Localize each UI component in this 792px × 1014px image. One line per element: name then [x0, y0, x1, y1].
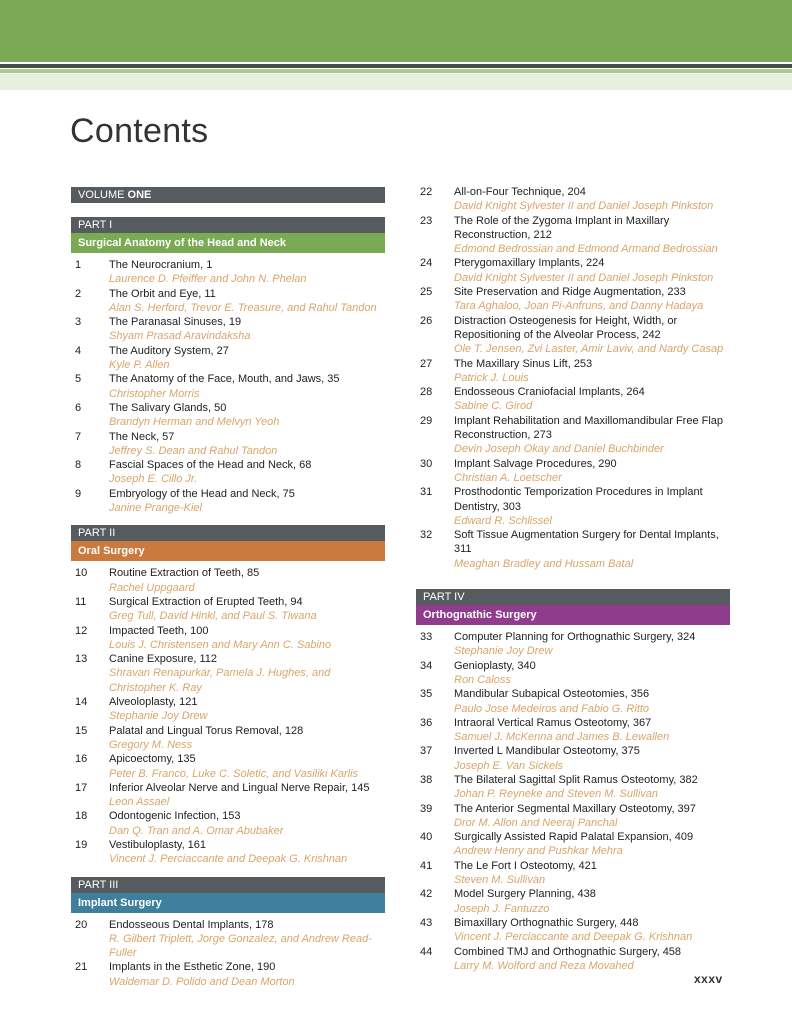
- toc-entry: [416, 214, 730, 257]
- part-label: PART IV: [416, 589, 730, 605]
- header-rule-light: [0, 74, 792, 90]
- toc-entry: [416, 485, 730, 528]
- chapter-title: The Le Fort I Osteotomy, 421: [454, 859, 597, 872]
- toc-entry: [71, 344, 385, 373]
- chapter-number: 10: [75, 567, 88, 580]
- chapter-title: Inferior Alveolar Nerve and Lingual Nerve Repair, 145: [109, 781, 370, 794]
- chapter-number: 9: [75, 487, 82, 500]
- chapter-title: Inverted L Mandibular Osteotomy, 375: [454, 745, 640, 758]
- chapter-title: Palatal and Lingual Torus Removal, 128: [109, 724, 304, 737]
- chapter-body: [454, 773, 730, 802]
- left-column: [71, 187, 385, 999]
- chapter-title: Alveoloplasty, 121: [109, 696, 198, 709]
- chapter-authors: Stephanie Joy Drew: [109, 710, 208, 723]
- chapter-authors: Dan Q. Tran and A. Omar Abubaker: [109, 824, 284, 837]
- chapter-body: [109, 372, 385, 401]
- chapter-title: All-on-Four Technique, 204: [454, 186, 586, 198]
- volume-prefix: VOLUME: [78, 189, 128, 201]
- part-1: [71, 217, 385, 515]
- toc-entry: [416, 256, 730, 285]
- chapter-body: [454, 887, 730, 916]
- chapter-body: [454, 414, 730, 457]
- header-band: [0, 0, 792, 62]
- chapter-body: [454, 528, 730, 571]
- chapter-authors: Alan S. Herford, Trevor E. Treasure, and Rahul Tandon: [109, 301, 377, 314]
- chapter-body: [454, 945, 730, 974]
- chapter-number: 32: [420, 529, 433, 542]
- chapter-body: [109, 809, 385, 838]
- chapter-title: The Paranasal Sinuses, 19: [109, 316, 242, 329]
- chapter-title: Surgical Extraction of Erupted Teeth, 94: [109, 595, 303, 608]
- chapter-title: Computer Planning for Orthognathic Surgery, 324: [454, 631, 696, 644]
- chapter-body: [109, 724, 385, 753]
- volume-name: ONE: [127, 189, 152, 201]
- chapter-authors: Tara Aghaloo, Joan Pi-Anfruns, and Danny Hadaya: [454, 300, 704, 313]
- chapter-number: 42: [420, 888, 433, 901]
- toc-entry: [71, 487, 385, 516]
- chapter-number: 27: [420, 357, 433, 370]
- chapter-title: Distraction Osteogenesis for Height, Width, or Repositioning of the Alveolar Process, 242: [454, 314, 678, 341]
- chapter-number: 37: [420, 745, 433, 758]
- chapter-title: The Neurocranium, 1: [109, 259, 213, 271]
- chapter-number: 12: [75, 624, 88, 637]
- chapter-authors: Andrew Henry and Pushkar Mehra: [454, 845, 623, 858]
- chapter-title: Pterygomaxillary Implants, 224: [454, 257, 605, 270]
- chapter-number: 39: [420, 802, 433, 815]
- toc-entry: [416, 630, 730, 659]
- toc-entry: [416, 830, 730, 859]
- chapter-authors: Jeffrey S. Dean and Rahul Tandon: [109, 444, 278, 457]
- chapter-authors: Vincent J. Perciaccante and Deepak G. Krishnan: [109, 853, 348, 866]
- page-title: Contents: [70, 112, 209, 150]
- chapter-body: [109, 752, 385, 781]
- part-subtitle: Surgical Anatomy of the Head and Neck: [71, 233, 385, 253]
- page-number: xxxv: [694, 972, 723, 986]
- chapter-body: [454, 314, 730, 357]
- chapter-body: [454, 659, 730, 688]
- chapter-body: [109, 258, 385, 287]
- chapter-body: [454, 830, 730, 859]
- toc-entry: [71, 287, 385, 316]
- chapter-authors: Devin Joseph Okay and Daniel Buchbinder: [454, 443, 664, 456]
- toc-entry: [71, 258, 385, 287]
- toc-entry: [416, 887, 730, 916]
- chapter-authors: Laurence D. Pfeiffer and John N. Phelan: [109, 273, 307, 286]
- chapter-body: [454, 357, 730, 386]
- part-subtitle: Implant Surgery: [71, 893, 385, 913]
- part-2: [71, 525, 385, 866]
- chapter-title: The Auditory System, 27: [109, 344, 229, 357]
- header-rule-green: [0, 69, 792, 73]
- chapter-number: 24: [420, 257, 433, 270]
- chapter-body: [109, 695, 385, 724]
- chapter-body: [454, 256, 730, 285]
- chapter-title: Fascial Spaces of the Head and Neck, 68: [109, 459, 312, 472]
- part-3: [71, 877, 385, 989]
- chapter-authors: Brandyn Herman and Melvyn Yeoh: [109, 416, 280, 429]
- chapter-title: Surgically Assisted Rapid Palatal Expansion, 409: [454, 831, 694, 844]
- chapter-number: 13: [75, 653, 88, 666]
- toc-entry: [416, 385, 730, 414]
- chapter-authors: Johan P. Reyneke and Steven M. Sullivan: [454, 788, 659, 801]
- chapter-authors: Janine Prange-Kiel: [109, 502, 202, 515]
- toc-entry: [71, 595, 385, 624]
- chapter-title: Apicoectomy, 135: [109, 753, 196, 766]
- chapter-authors: R. Gilbert Triplett, Jorge Gonzalez, and Andrew Read-Fuller: [109, 932, 372, 960]
- chapter-number: 41: [420, 859, 433, 872]
- chapter-number: 34: [420, 659, 433, 672]
- chapter-body: [109, 458, 385, 487]
- chapter-authors: Vincent J. Perciaccante and Deepak G. Krishnan: [454, 931, 693, 944]
- chapter-title: The Orbit and Eye, 11: [109, 287, 216, 300]
- chapter-authors: Stephanie Joy Drew: [454, 645, 553, 658]
- part-label: PART III: [71, 877, 385, 893]
- toc-entry: [71, 809, 385, 838]
- chapter-authors: Rachel Uppgaard: [109, 581, 195, 594]
- chapter-title: The Bilateral Sagittal Split Ramus Osteotomy, 382: [454, 773, 698, 786]
- chapter-authors: Joseph J. Fantuzzo: [454, 902, 550, 915]
- chapter-number: 28: [420, 386, 433, 399]
- chapter-title: Impacted Teeth, 100: [109, 624, 209, 637]
- chapter-body: [454, 214, 730, 257]
- chapter-authors: Leon Assael: [109, 796, 170, 809]
- chapter-title: Implant Salvage Procedures, 290: [454, 457, 617, 470]
- chapter-number: 25: [420, 286, 433, 299]
- chapter-title: Intraoral Vertical Ramus Osteotomy, 367: [454, 716, 652, 729]
- chapter-number: 2: [75, 287, 82, 300]
- chapter-body: [109, 566, 385, 595]
- chapter-number: 21: [75, 961, 88, 974]
- chapter-authors: Louis J. Christensen and Mary Ann C. Sabino: [109, 638, 332, 651]
- chapter-title: Site Preservation and Ridge Augmentation, 233: [454, 286, 686, 299]
- chapter-authors: Samuel J. McKenna and James B. Lewallen: [454, 731, 670, 744]
- part-subtitle: Orthognathic Surgery: [416, 605, 730, 625]
- chapter-title: The Salivary Glands, 50: [109, 401, 227, 414]
- chapter-title: Genioplasty, 340: [454, 659, 536, 672]
- toc-entry: [71, 401, 385, 430]
- chapter-number: 43: [420, 916, 433, 929]
- chapter-number: 1: [75, 259, 82, 271]
- part-3-continued: [416, 185, 730, 571]
- chapter-title: Combined TMJ and Orthognathic Surgery, 458: [454, 945, 682, 958]
- chapter-authors: Meaghan Bradley and Hussam Batal: [454, 557, 634, 570]
- chapter-title: Odontogenic Infection, 153: [109, 810, 241, 823]
- toc-entry: [71, 624, 385, 653]
- chapter-number: 5: [75, 373, 82, 386]
- chapter-title: Routine Extraction of Teeth, 85: [109, 567, 260, 580]
- chapter-number: 33: [420, 631, 433, 644]
- chapter-body: [109, 652, 385, 695]
- chapter-number: 15: [75, 724, 88, 737]
- chapter-title: Implant Rehabilitation and Maxillomandibular Free Flap Reconstruction, 273: [454, 414, 724, 442]
- chapter-body: [454, 385, 730, 414]
- chapter-body: [109, 344, 385, 373]
- chapter-number: 36: [420, 716, 433, 729]
- chapter-title: Endosseous Craniofacial Implants, 264: [454, 386, 645, 399]
- toc-entry: [71, 918, 385, 961]
- toc-entry: [416, 185, 730, 214]
- toc-entry: [71, 430, 385, 459]
- chapter-authors: Christian A. Loetscher: [454, 471, 562, 484]
- chapter-number: 8: [75, 459, 82, 472]
- chapter-title: The Role of the Zygoma Implant in Maxillary Reconstruction, 212: [454, 214, 670, 241]
- chapter-number: 31: [420, 486, 433, 499]
- chapter-body: [109, 401, 385, 430]
- chapter-authors: Shravan Renapurkar, Pamela J. Hughes, and Christopher K. Ray: [109, 667, 331, 694]
- chapter-authors: Dror M. Allon and Neeraj Panchal: [454, 816, 618, 829]
- chapter-number: 19: [75, 838, 88, 851]
- toc-entry: [416, 802, 730, 831]
- chapter-number: 18: [75, 810, 88, 823]
- chapter-body: [454, 687, 730, 716]
- chapter-body: [454, 285, 730, 314]
- toc-entry: [416, 285, 730, 314]
- chapter-body: [454, 916, 730, 945]
- chapter-number: 4: [75, 344, 82, 357]
- header-rule-dark: [0, 64, 792, 68]
- chapter-body: [454, 716, 730, 745]
- chapter-authors: Peter B. Franco, Luke C. Soletic, and Vasiliki Karlis: [109, 767, 359, 780]
- chapter-authors: Kyle P. Allen: [109, 359, 170, 372]
- chapter-authors: Edmond Bedrossian and Edmond Armand Bedrossian: [454, 243, 718, 256]
- chapter-body: [454, 744, 730, 773]
- chapter-authors: Patrick J. Louis: [454, 371, 529, 384]
- chapter-title: Canine Exposure, 112: [109, 653, 218, 666]
- chapter-number: 35: [420, 688, 433, 701]
- chapter-number: 16: [75, 753, 88, 766]
- chapter-number: 23: [420, 214, 433, 227]
- chapter-number: 6: [75, 401, 82, 414]
- toc-entry: [71, 315, 385, 344]
- toc-entry: [416, 716, 730, 745]
- chapter-body: [109, 781, 385, 810]
- toc-entry: [71, 372, 385, 401]
- toc-entry: [71, 960, 385, 989]
- chapter-authors: David Knight Sylvester II and Daniel Joseph Pinkston: [454, 271, 714, 284]
- chapter-body: [109, 595, 385, 624]
- chapter-body: [109, 287, 385, 316]
- chapter-body: [109, 624, 385, 653]
- toc-entry: [416, 945, 730, 974]
- toc-entry: [416, 916, 730, 945]
- chapter-body: [109, 430, 385, 459]
- chapter-authors: Edward R. Schlissel: [454, 514, 552, 527]
- chapter-number: 3: [75, 316, 82, 329]
- chapter-authors: Paulo Jose Medeiros and Fabio G. Ritto: [454, 702, 650, 715]
- chapter-title: Embryology of the Head and Neck, 75: [109, 487, 295, 500]
- chapter-authors: Larry M. Wolford and Reza Movahed: [454, 959, 634, 972]
- chapter-body: [454, 859, 730, 888]
- chapter-authors: Gregory M. Ness: [109, 738, 193, 751]
- chapter-title: The Anterior Segmental Maxillary Osteotomy, 397: [454, 802, 696, 815]
- chapter-number: 14: [75, 696, 88, 709]
- part-label: PART II: [71, 525, 385, 541]
- chapter-authors: Sabine C. Girod: [454, 400, 533, 413]
- toc-entry: [416, 457, 730, 486]
- toc-entry: [416, 859, 730, 888]
- chapter-number: 11: [75, 595, 87, 608]
- chapter-body: [109, 918, 385, 961]
- chapter-authors: Ole T. Jensen, Zvi Laster, Amir Laviv, and Nardy Casap: [454, 343, 724, 356]
- toc-entry: [416, 528, 730, 571]
- chapter-title: Vestibuloplasty, 161: [109, 838, 207, 851]
- chapter-authors: Christopher Morris: [109, 387, 200, 400]
- toc-entry: [71, 838, 385, 867]
- toc-entry: [416, 357, 730, 386]
- chapter-title: Implants in the Esthetic Zone, 190: [109, 961, 276, 974]
- toc-entry: [416, 314, 730, 357]
- part-label: PART I: [71, 217, 385, 233]
- chapter-body: [454, 802, 730, 831]
- chapter-title: The Anatomy of the Face, Mouth, and Jaws, 35: [109, 373, 340, 386]
- chapter-number: 29: [420, 414, 433, 427]
- chapter-number: 26: [420, 314, 433, 327]
- chapter-body: [454, 485, 730, 528]
- chapter-body: [109, 960, 385, 989]
- chapter-body: [454, 185, 730, 214]
- chapter-title: The Maxillary Sinus Lift, 253: [454, 357, 593, 370]
- chapter-authors: Shyam Prasad Aravindaksha: [109, 330, 251, 343]
- chapter-body: [109, 838, 385, 867]
- chapter-title: Endosseous Dental Implants, 178: [109, 918, 274, 931]
- part-subtitle: Oral Surgery: [71, 541, 385, 561]
- right-column: [416, 185, 730, 983]
- toc-entry: [416, 773, 730, 802]
- chapter-authors: Waldemar D. Polido and Dean Morton: [109, 975, 295, 988]
- chapter-number: 44: [420, 945, 433, 958]
- chapter-title: Model Surgery Planning, 438: [454, 888, 596, 901]
- chapter-authors: David Knight Sylvester II and Daniel Joseph Pinkston: [454, 200, 714, 213]
- chapter-authors: Greg Tull, David Hinkl, and Paul S. Tiwana: [109, 610, 317, 623]
- chapter-authors: Steven M. Sullivan: [454, 874, 546, 887]
- chapter-authors: Ron Caloss: [454, 673, 511, 686]
- toc-entry: [71, 458, 385, 487]
- chapter-number: 40: [420, 831, 433, 844]
- chapter-number: 30: [420, 457, 433, 470]
- chapter-body: [109, 315, 385, 344]
- chapter-number: 7: [75, 430, 82, 443]
- chapter-authors: Joseph E. Cillo Jr.: [109, 473, 198, 486]
- toc-entry: [416, 414, 730, 457]
- chapter-number: 17: [75, 781, 88, 794]
- chapter-number: 22: [420, 186, 433, 198]
- toc-entry: [416, 659, 730, 688]
- chapter-title: Bimaxillary Orthognathic Surgery, 448: [454, 916, 639, 929]
- chapter-number: 20: [75, 918, 88, 931]
- toc-entry: [416, 744, 730, 773]
- toc-entry: [71, 566, 385, 595]
- chapter-title: Mandibular Subapical Osteotomies, 356: [454, 688, 650, 701]
- toc-entry: [71, 781, 385, 810]
- toc-entry: [71, 652, 385, 695]
- chapter-body: [454, 630, 730, 659]
- chapter-authors: Joseph E. Van Sickels: [454, 759, 564, 772]
- part-4: [416, 589, 730, 973]
- toc-entry: [71, 752, 385, 781]
- chapter-body: [454, 457, 730, 486]
- chapter-body: [109, 487, 385, 516]
- toc-entry: [416, 687, 730, 716]
- chapter-number: 38: [420, 773, 433, 786]
- volume-bar: [71, 187, 385, 203]
- chapter-title: The Neck, 57: [109, 430, 175, 443]
- toc-entry: [71, 724, 385, 753]
- toc-entry: [71, 695, 385, 724]
- chapter-title: Soft Tissue Augmentation Surgery for Dental Implants, 311: [454, 529, 719, 556]
- chapter-title: Prosthodontic Temporization Procedures in Implant Dentistry, 303: [454, 486, 703, 513]
